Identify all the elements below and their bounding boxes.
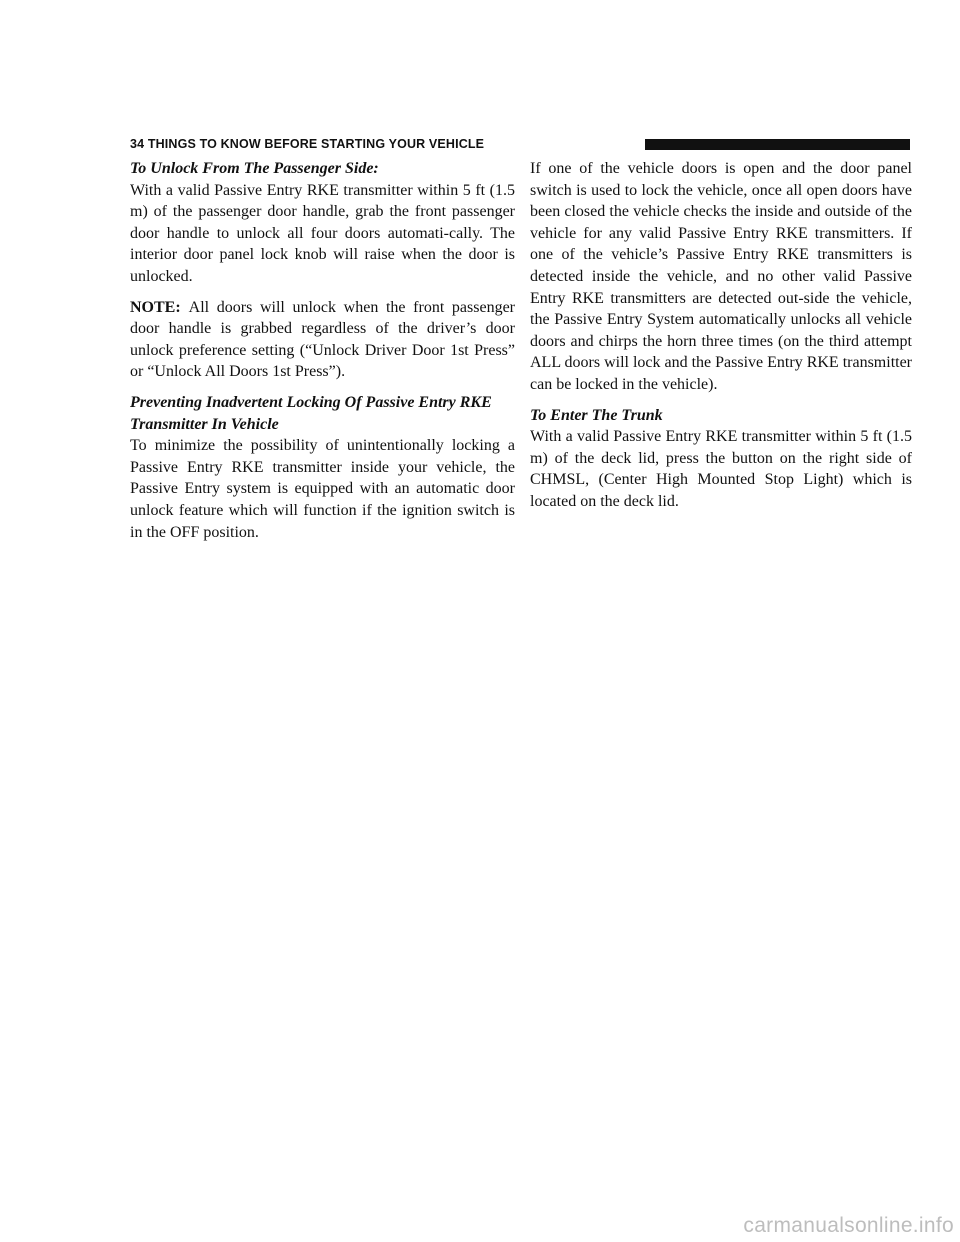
inadvertent-locking-section	[130, 392, 515, 543]
passenger-unlock-heading: To Unlock From The Passenger Side:	[130, 160, 379, 177]
page-header	[130, 136, 910, 153]
trunk-heading: To Enter The Trunk	[530, 406, 663, 424]
note-body: All doors will unlock when the front passenger door handle is grabbed regardless of the driver’s door unlock preference setting (“Unlock Driver Door 1st Press” or “Unlock All Doors 1st Press”).	[130, 298, 515, 381]
inadvertent-locking-body: To minimize the possibility of unintentionally locking a Passive Entry RKE transmitter inside your vehicle, the Passive Entry system is equipped with an automatic door unlock feature which will function if the ignition switch is in the OFF position.	[130, 437, 515, 541]
note-paragraph	[130, 297, 515, 383]
trunk-body: With a valid Passive Entry RKE transmitter within 5 ft (1.5 m) of the deck lid, press the button on the right side of CHMSL, (Center High Mounted Stop Light) which is located on the deck lid.	[530, 428, 912, 510]
note-label: NOTE:	[130, 298, 181, 316]
passenger-unlock-body: With a valid Passive Entry RKE transmitter within 5 ft (1.5 m) of the passenger door handle, grab the front passenger door handle to unlock all four doors automati-cally. The interior door panel lock knob will raise when the door is unlocked.	[130, 181, 515, 285]
header-rule-bar	[645, 139, 910, 150]
left-column	[130, 158, 515, 552]
page-header-title: 34 THINGS TO KNOW BEFORE STARTING YOUR VEHICLE	[130, 137, 485, 151]
passenger-unlock-section	[130, 158, 515, 288]
door-check-paragraph: If one of the vehicle doors is open and the door panel switch is used to lock the vehicle, once all open doors have been closed the vehicle checks the inside and outside of the vehicle for any valid Passive Entry RKE transmitters. If one of the vehicle’s Passive Entry RKE transmitters is detected inside the vehicle, and no other valid Passive Entry RKE transmitters are detected out-side the vehicle, the Passive Entry System automatically unlocks all vehicle doors and chirps the horn three times (on the third attempt ALL doors will lock and the Passive Entry RKE transmitter can be locked in the vehicle).	[530, 160, 913, 393]
watermark-text: carmanualsonline.info	[743, 1214, 954, 1237]
inadvertent-locking-heading: Preventing Inadvertent Locking Of Passive Entry RKE Transmitter In Vehicle	[130, 393, 492, 433]
trunk-section	[530, 405, 912, 513]
right-column	[530, 158, 912, 522]
